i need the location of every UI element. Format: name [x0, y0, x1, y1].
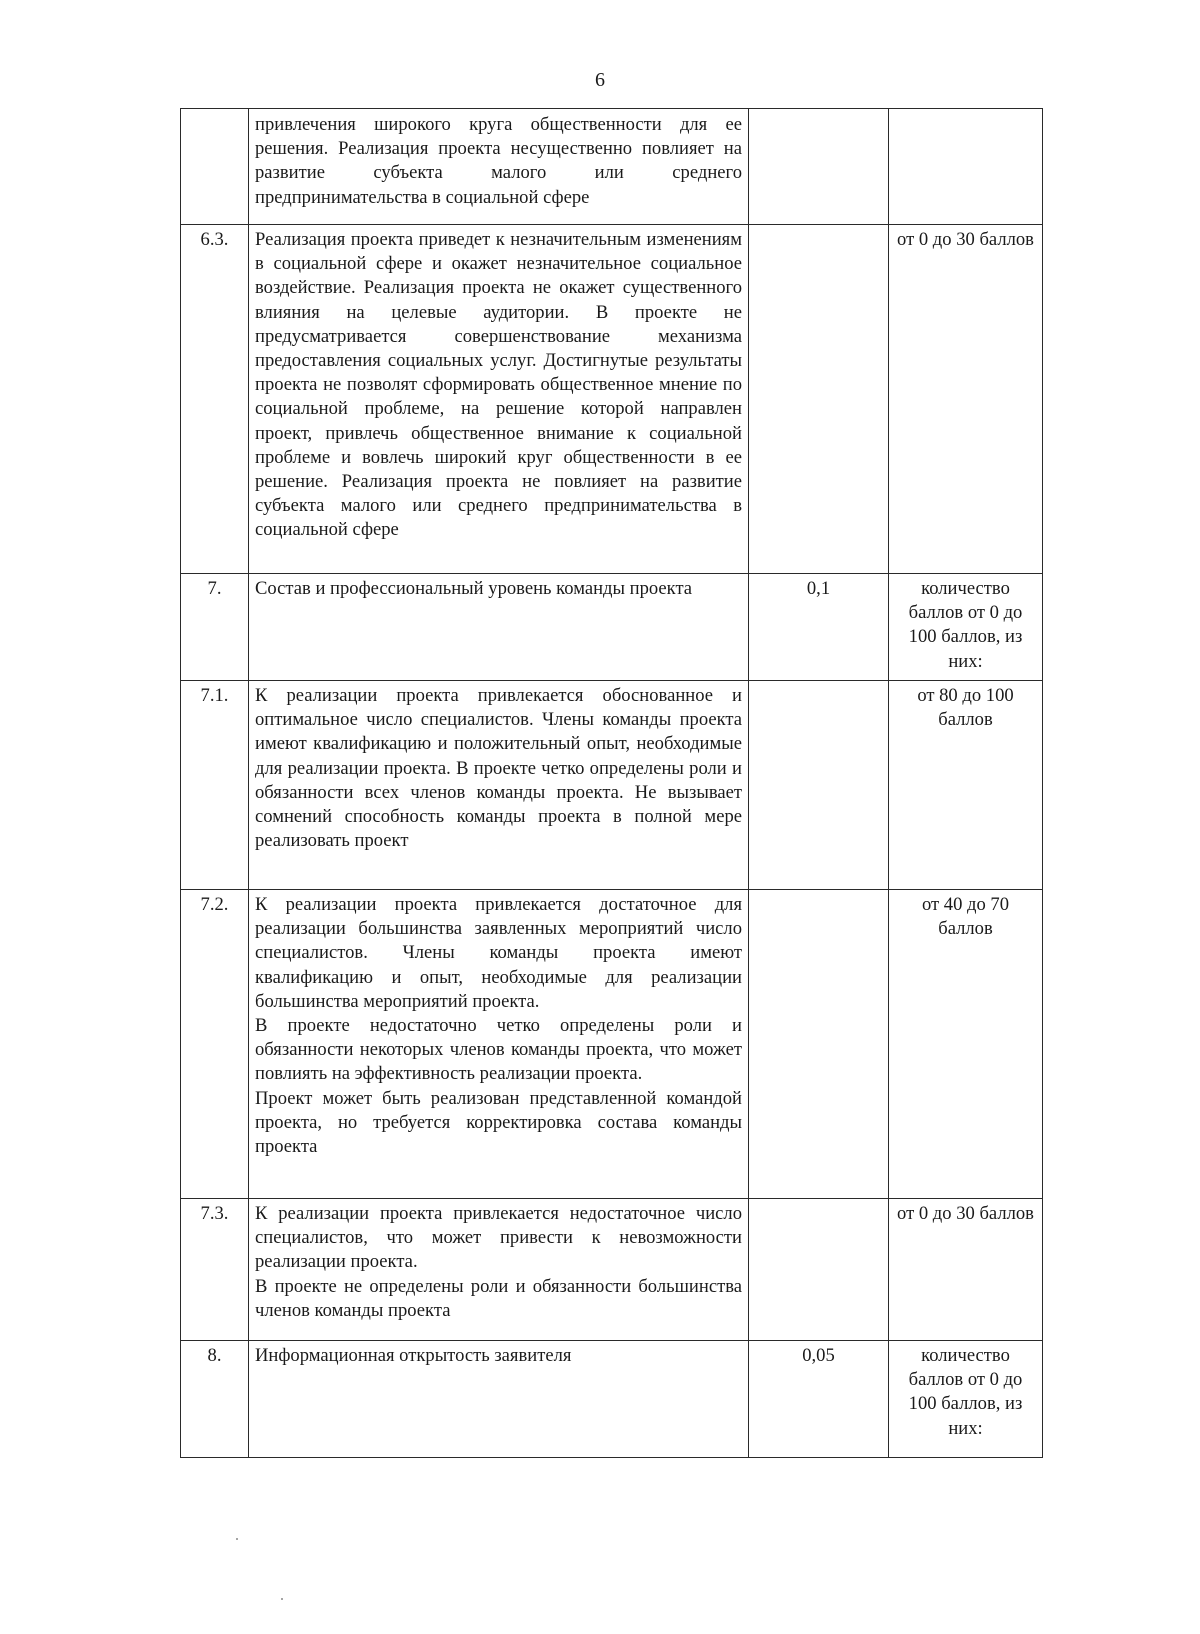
row-number: 7.3. — [181, 1199, 249, 1341]
description-paragraph: К реализации проекта привлекается обоснованное и оптимальное число специалистов. Члены команды проекта имеют квалификацию и положительный опыт, необходимые для реализации проекта. В проекте четко определены роли и обязанности всех членов команды проекта. Не вызывает сомнений способность команды проекта в полной мере реализовать проект — [255, 685, 742, 852]
row-number: 7.1. — [181, 681, 249, 890]
criterion-description — [249, 225, 749, 574]
row-number: 7. — [181, 574, 249, 681]
criterion-score: от 40 до 70 баллов — [889, 890, 1043, 1199]
criterion-description — [249, 1199, 749, 1341]
row-number: 8. — [181, 1341, 249, 1458]
criterion-score: от 0 до 30 баллов — [889, 225, 1043, 574]
criterion-weight — [749, 109, 889, 225]
description-paragraph: В проекте не определены роли и обязанности большинства членов команды проекта — [255, 1275, 742, 1321]
description-paragraph: Проект может быть реализован представленной командой проекта, но требуется корректировка состава команды проекта — [255, 1087, 742, 1158]
row-number: 6.3. — [181, 225, 249, 574]
table-row — [181, 109, 1043, 225]
description-paragraph: К реализации проекта привлекается недостаточное число специалистов, что может привести к невозможности реализации проекта. — [255, 1203, 742, 1273]
criterion-weight — [749, 1199, 889, 1341]
criterion-score — [889, 109, 1043, 225]
description-paragraph: Состав и профессиональный уровень команды проекта — [255, 578, 693, 599]
table-row — [181, 1199, 1043, 1341]
criterion-score: количество баллов от 0 до 100 баллов, из них: — [889, 1341, 1043, 1458]
description-paragraph: привлечения широкого круга общественности для ее решения. Реализация проекта несущественно повлияет на развитие субъекта малого или среднего предпринимательства в социальной сфере — [255, 114, 742, 208]
description-paragraph: В проекте недостаточно четко определены роли и обязанности некоторых членов команды проекта, что может повлиять на эффективность реализации проекта. — [255, 1015, 742, 1085]
criterion-description — [249, 574, 749, 681]
table-row — [181, 890, 1043, 1199]
criterion-weight — [749, 890, 889, 1199]
criterion-description — [249, 681, 749, 890]
row-number: 7.2. — [181, 890, 249, 1199]
description-paragraph: Реализация проекта приведет к незначительным изменениям в социальной сфере и окажет незначительное социальное воздействие. Реализация проекта не окажет существенного влияния на целевые аудитории. В проекте не предусматривается совершенствование механизма предоставления социальных услуг. Достигнутые результаты проекта не позволят сформировать общественное мнение по социальной проблеме, на решение которой направлен проект, привлечь общественное внимание к социальной проблеме и вовлечь широкий круг общественности в ее решение. Реализация проекта не повлияет на развитие субъекта малого или среднего предпринимательства в социальной сфере — [255, 229, 742, 541]
scan-speck — [236, 1538, 238, 1540]
criteria-table — [180, 108, 1043, 1458]
table-row — [181, 681, 1043, 890]
scan-speck — [281, 1598, 283, 1600]
table-row — [181, 574, 1043, 681]
table-row — [181, 1341, 1043, 1458]
table-row — [181, 225, 1043, 574]
row-number — [181, 109, 249, 225]
description-paragraph: Информационная открытость заявителя — [255, 1345, 572, 1366]
criterion-description — [249, 890, 749, 1199]
page-number: 6 — [595, 69, 605, 91]
description-paragraph: К реализации проекта привлекается достаточное для реализации большинства заявленных мероприятий число специалистов. Члены команды проекта имеют квалификацию и опыт, необходимые для реализации большинства мероприятий проекта. — [255, 894, 742, 1012]
criterion-score: количество баллов от 0 до 100 баллов, из них: — [889, 574, 1043, 681]
criterion-weight — [749, 681, 889, 890]
criterion-score: от 0 до 30 баллов — [889, 1199, 1043, 1341]
criterion-score: от 80 до 100 баллов — [889, 681, 1043, 890]
criterion-weight: 0,1 — [749, 574, 889, 681]
criterion-description — [249, 109, 749, 225]
criterion-description — [249, 1341, 749, 1458]
criterion-weight: 0,05 — [749, 1341, 889, 1458]
criterion-weight — [749, 225, 889, 574]
